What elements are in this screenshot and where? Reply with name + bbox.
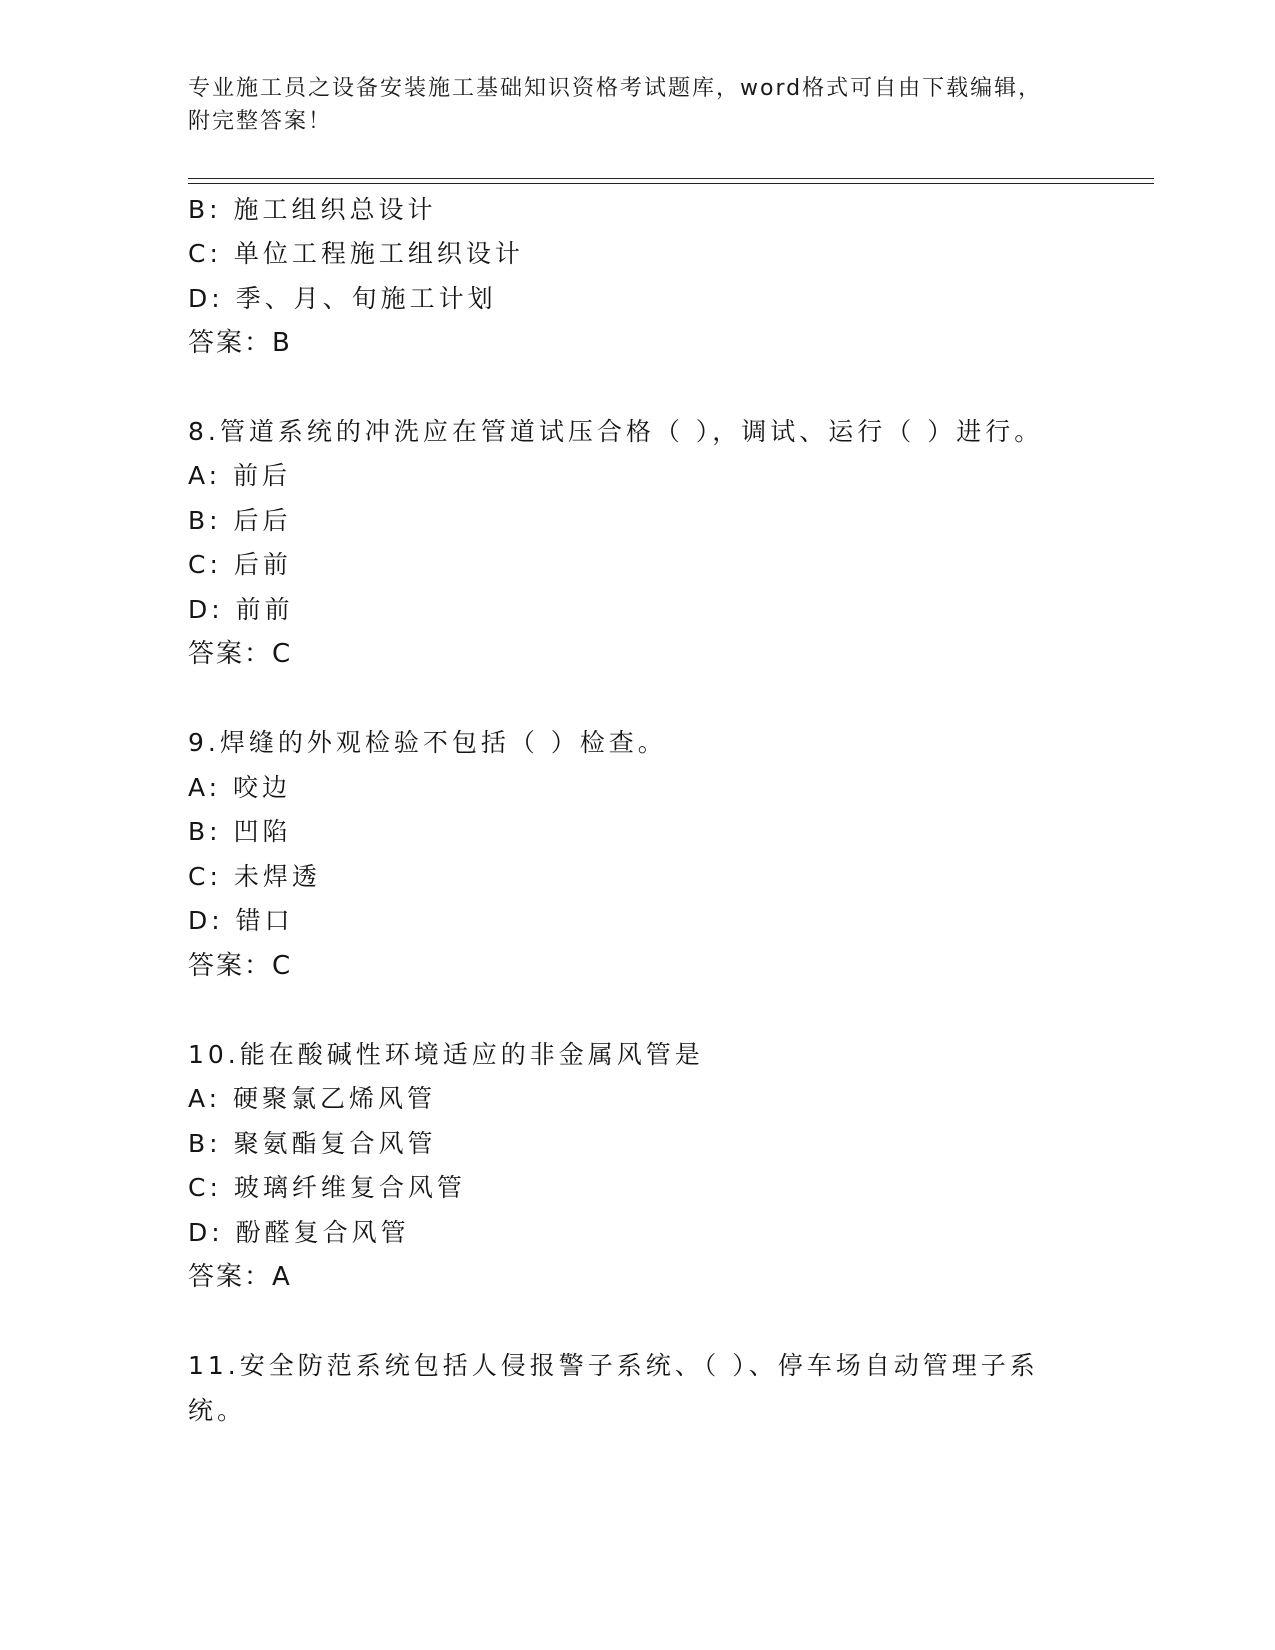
q8-option-a: A: 前后 (188, 461, 292, 490)
header-line-2: 附完整答案！ (188, 109, 333, 134)
q10-option-d: D: 酚醛复合风管 (188, 1218, 410, 1247)
q9-answer: 答案：C (188, 951, 293, 981)
q8-question: 8.管道系统的冲洗应在管道试压合格（ ），调试、运行（ ）进行。 (188, 417, 1044, 446)
q7-answer: 答案：B (188, 328, 292, 358)
q8-option-c: C: 后前 (188, 550, 292, 579)
q10-answer: 答案：A (188, 1262, 292, 1292)
q9-option-c: C: 未焊透 (188, 862, 321, 891)
header-divider-bottom (188, 183, 1154, 184)
q10-option-b: B: 聚氨酯复合风管 (188, 1129, 437, 1158)
q10-question: 10.能在酸碱性环境适应的非金属风管是 (188, 1040, 704, 1069)
q9-option-a: A: 咬边 (188, 773, 292, 802)
q9-question: 9.焊缝的外观检验不包括（ ）检查。 (188, 728, 667, 757)
q10-option-a: A: 硬聚氯乙烯风管 (188, 1084, 437, 1113)
q11-question-line-1: 11.安全防范系统包括人侵报警子系统、（ ）、停车场自动管理子系 (188, 1351, 1039, 1380)
q8-option-d: D: 前前 (188, 595, 294, 624)
q7-option-b: B: 施工组织总设计 (188, 195, 437, 224)
header-line-1: 专业施工员之设备安装施工基础知识资格考试题库，word格式可自由下载编辑， (188, 76, 1043, 101)
q7-option-d: D: 季、月、旬施工计划 (188, 284, 497, 313)
q9-option-b: B: 凹陷 (188, 817, 292, 846)
q7-option-c: C: 单位工程施工组织设计 (188, 239, 524, 268)
document-header (188, 72, 1088, 138)
q10-option-c: C: 玻璃纤维复合风管 (188, 1173, 466, 1202)
q8-option-b: B: 后后 (188, 506, 292, 535)
q9-option-d: D: 错口 (188, 906, 294, 935)
q11-question-line-2: 统。 (188, 1396, 247, 1425)
q8-answer: 答案：C (188, 639, 293, 669)
header-divider-top (188, 178, 1154, 179)
